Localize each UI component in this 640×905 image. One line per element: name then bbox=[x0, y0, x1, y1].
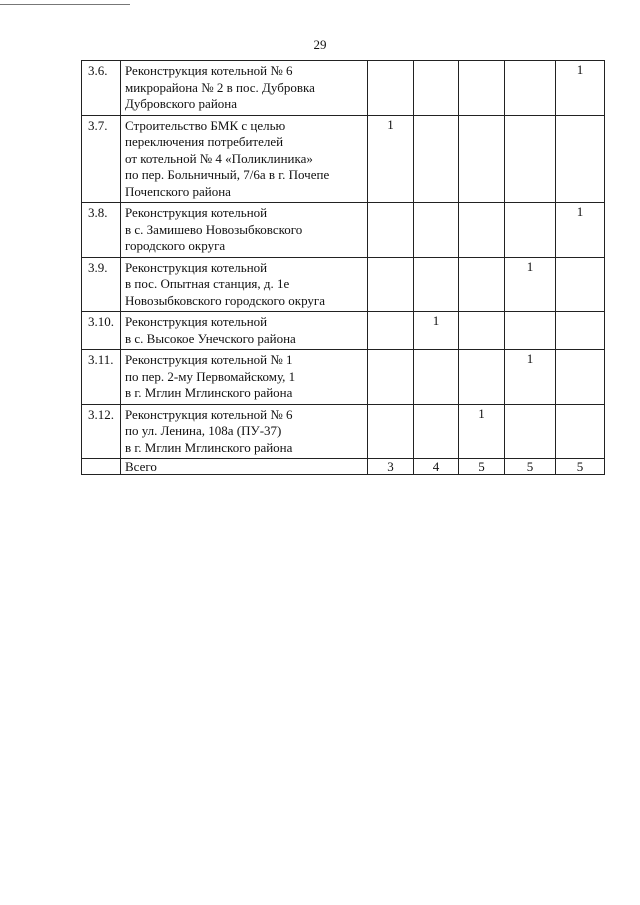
year-count-cell: 1 bbox=[556, 203, 605, 258]
total-cell: 5 bbox=[556, 459, 605, 475]
year-count-cell bbox=[505, 203, 556, 258]
table-row bbox=[82, 404, 605, 459]
project-name-line: Реконструкция котельной № 6 bbox=[125, 406, 293, 422]
project-name-line: по ул. Ленина, 108а (ПУ-37) bbox=[125, 423, 282, 438]
year-count-cell bbox=[414, 61, 459, 116]
table-row bbox=[82, 61, 605, 116]
project-name bbox=[121, 115, 368, 203]
corner-rule bbox=[0, 0, 130, 5]
row-number: 3.11. bbox=[82, 350, 121, 405]
year-count-cell bbox=[414, 257, 459, 312]
total-row bbox=[82, 459, 605, 475]
project-name bbox=[121, 350, 368, 405]
total-cell: 5 bbox=[505, 459, 556, 475]
year-count-cell bbox=[368, 203, 414, 258]
year-count-cell bbox=[505, 61, 556, 116]
year-count-cell bbox=[459, 61, 505, 116]
year-count-cell: 1 bbox=[556, 61, 605, 116]
year-count-cell bbox=[556, 404, 605, 459]
total-number bbox=[82, 459, 121, 475]
project-name-line: по пер. Больничный, 7/6а в г. Почепе bbox=[125, 167, 330, 182]
year-count-cell bbox=[414, 115, 459, 203]
total-cell: 3 bbox=[368, 459, 414, 475]
year-count-cell bbox=[414, 203, 459, 258]
year-count-cell bbox=[505, 115, 556, 203]
year-count-cell bbox=[459, 312, 505, 350]
year-count-cell bbox=[556, 312, 605, 350]
project-name bbox=[121, 257, 368, 312]
year-count-cell: 1 bbox=[459, 404, 505, 459]
project-name-line: Реконструкция котельной bbox=[125, 205, 268, 220]
year-count-cell: 1 bbox=[505, 350, 556, 405]
project-name-line: в с. Высокое Унечского района bbox=[125, 330, 296, 346]
year-count-cell bbox=[368, 404, 414, 459]
total-label: Всего bbox=[121, 459, 368, 475]
project-name-line: в г. Мглин Мглинского района bbox=[125, 385, 293, 400]
year-count-cell bbox=[505, 312, 556, 350]
total-cell: 5 bbox=[459, 459, 505, 475]
year-count-cell bbox=[556, 257, 605, 312]
project-name-line: Реконструкция котельной № 6 bbox=[125, 63, 293, 78]
year-count-cell bbox=[368, 350, 414, 405]
year-count-cell bbox=[459, 257, 505, 312]
row-number: 3.8. bbox=[82, 203, 121, 258]
project-name-line: Почепского района bbox=[125, 183, 231, 199]
year-count-cell bbox=[556, 350, 605, 405]
project-name-line: микрорайона № 2 в пос. Дубровка bbox=[125, 79, 315, 95]
year-count-cell bbox=[459, 115, 505, 203]
project-name-line: городского округа bbox=[125, 238, 226, 253]
project-name bbox=[121, 312, 368, 350]
row-number: 3.7. bbox=[82, 115, 121, 203]
project-name-line: Реконструкция котельной bbox=[125, 314, 268, 329]
year-count-cell bbox=[505, 404, 556, 459]
table-row bbox=[82, 257, 605, 312]
project-name-line: по пер. 2-му Первомайскому, 1 bbox=[125, 368, 296, 384]
year-count-cell: 1 bbox=[414, 312, 459, 350]
row-number: 3.6. bbox=[82, 61, 121, 116]
table-row bbox=[82, 350, 605, 405]
total-cell: 4 bbox=[414, 459, 459, 475]
year-count-cell bbox=[368, 61, 414, 116]
row-number: 3.9. bbox=[82, 257, 121, 312]
table-row bbox=[82, 203, 605, 258]
year-count-cell: 1 bbox=[505, 257, 556, 312]
table-row bbox=[82, 312, 605, 350]
page-number: 29 bbox=[313, 37, 327, 52]
project-name bbox=[121, 61, 368, 116]
project-name-line: Дубровского района bbox=[125, 96, 238, 111]
project-name-line: Строительство БМК с целью bbox=[125, 117, 286, 133]
project-name-line: Реконструкция котельной № 1 bbox=[125, 352, 293, 367]
year-count-cell bbox=[368, 312, 414, 350]
table-row bbox=[82, 115, 605, 203]
project-name bbox=[121, 203, 368, 258]
project-name bbox=[121, 404, 368, 459]
project-name-line: Новозыбковского городского округа bbox=[125, 292, 326, 308]
project-name-line: от котельной № 4 «Поликлиника» bbox=[125, 150, 313, 166]
project-name-line: в с. Замишево Новозыбковского bbox=[125, 221, 303, 237]
year-count-cell bbox=[414, 404, 459, 459]
year-count-cell bbox=[556, 115, 605, 203]
table-body bbox=[82, 61, 605, 475]
year-count-cell bbox=[459, 203, 505, 258]
project-name-line: Реконструкция котельной bbox=[125, 259, 268, 275]
year-count-cell: 1 bbox=[368, 115, 414, 203]
row-number: 3.12. bbox=[82, 404, 121, 459]
year-count-cell bbox=[459, 350, 505, 405]
project-name-line: в г. Мглин Мглинского района bbox=[125, 439, 293, 455]
year-count-cell bbox=[414, 350, 459, 405]
construction-plan-table bbox=[81, 60, 605, 475]
project-name-line: переключения потребителей bbox=[125, 134, 284, 149]
row-number: 3.10. bbox=[82, 312, 121, 350]
year-count-cell bbox=[368, 257, 414, 312]
project-name-line: в пос. Опытная станция, д. 1е bbox=[125, 276, 290, 291]
